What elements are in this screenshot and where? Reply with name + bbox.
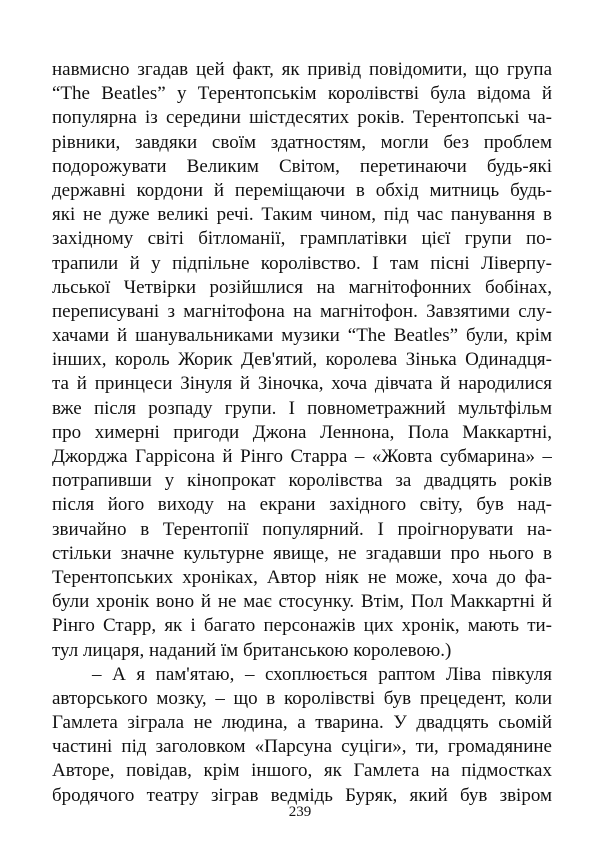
text-line: тул лицаря, наданий їм британською королевою.): [52, 639, 452, 661]
page-number: 239: [288, 804, 312, 820]
text-line: стільки значне культурне явище, не згадавши про нього в: [52, 542, 552, 564]
text-line: після його виходу на екрани західного світу, був над-: [52, 494, 552, 516]
text-line: західному світі бітломанії, грамплатівки цієї групи по-: [52, 228, 552, 250]
text-line: хачами й шанувальниками музики “The Beatles” були, крім: [52, 325, 552, 347]
text-line: подорожувати Великим Світом, перетинаючи будь-які: [52, 155, 552, 177]
text-line: про химерні пригоди Джона Леннона, Пола Маккартні,: [52, 421, 552, 443]
text-line: навмисно згадав цей факт, як привід повідомити, що група: [52, 59, 552, 80]
text-line: звичайно в Терентопії популярний. І проігнорувати на-: [52, 518, 552, 540]
text-line: частині під заголовком «Парсуна суціги», ти, громадянине: [52, 736, 552, 758]
text-line: були хронік воно й не має стосунку. Втім, Пол Маккартні й: [52, 591, 552, 613]
text-line: бродячого театру зіграв ведмідь Буряк, який був звіром: [52, 784, 552, 806]
text-line: які не дуже великі речі. Таким чином, під час панування в: [52, 204, 552, 226]
text-line: Рінго Старр, як і багато персонажів цих хронік, мають ти-: [52, 615, 552, 637]
text-line: Джорджа Гаррісона й Рінго Старра – «Жовта субмарина» –: [52, 446, 552, 467]
text-line: популярна із середини шістдесятих років. Терентопські ча-: [52, 107, 552, 129]
text-line: авторського мозку, – що в королівстві був прецедент, коли: [52, 687, 552, 709]
text-line: льської Четвірки розійшлися на магнітофонних бобінах,: [52, 276, 552, 298]
text-line: вже після розпаду групи. І повнометражний мультфільм: [52, 397, 552, 419]
text-line: Гамлета зіграла не людина, а тварина. У двадцять сьомій: [52, 712, 552, 734]
text-line: Терентопських хроніках, Автор ніяк не може, хоча до фа-: [52, 566, 552, 588]
text-line: переписувані з магнітофона на магнітофон. Завзятими слу-: [52, 300, 552, 322]
page-text: [52, 58, 552, 808]
text-line: “The Beatles” у Терентопськім королівстві була відома й: [52, 83, 552, 105]
text-line: трапили й у підпільне королівство. І там пісні Ліверпу-: [52, 252, 552, 274]
text-line: та й принцеси Зінуля й Зіночка, хоча дівчата й народилися: [52, 373, 552, 395]
text-line: державні кордони й переміщаючи в обхід митниць будь-: [52, 179, 552, 201]
text-line: – А я пам'ятаю, – схоплюється раптом Ліва півкуля: [92, 663, 552, 685]
text-line: Авторе, повідав, крім іншого, як Гамлета на підмостках: [52, 760, 552, 782]
text-line: інших, король Жорик Дев'ятий, королева Зінька Одинадця-: [52, 349, 552, 371]
text-line: рівники, завдяки своїм здатностям, могли без проблем: [52, 131, 552, 153]
text-line: потрапивши у кінопрокат королівства за двадцять років: [52, 470, 552, 492]
